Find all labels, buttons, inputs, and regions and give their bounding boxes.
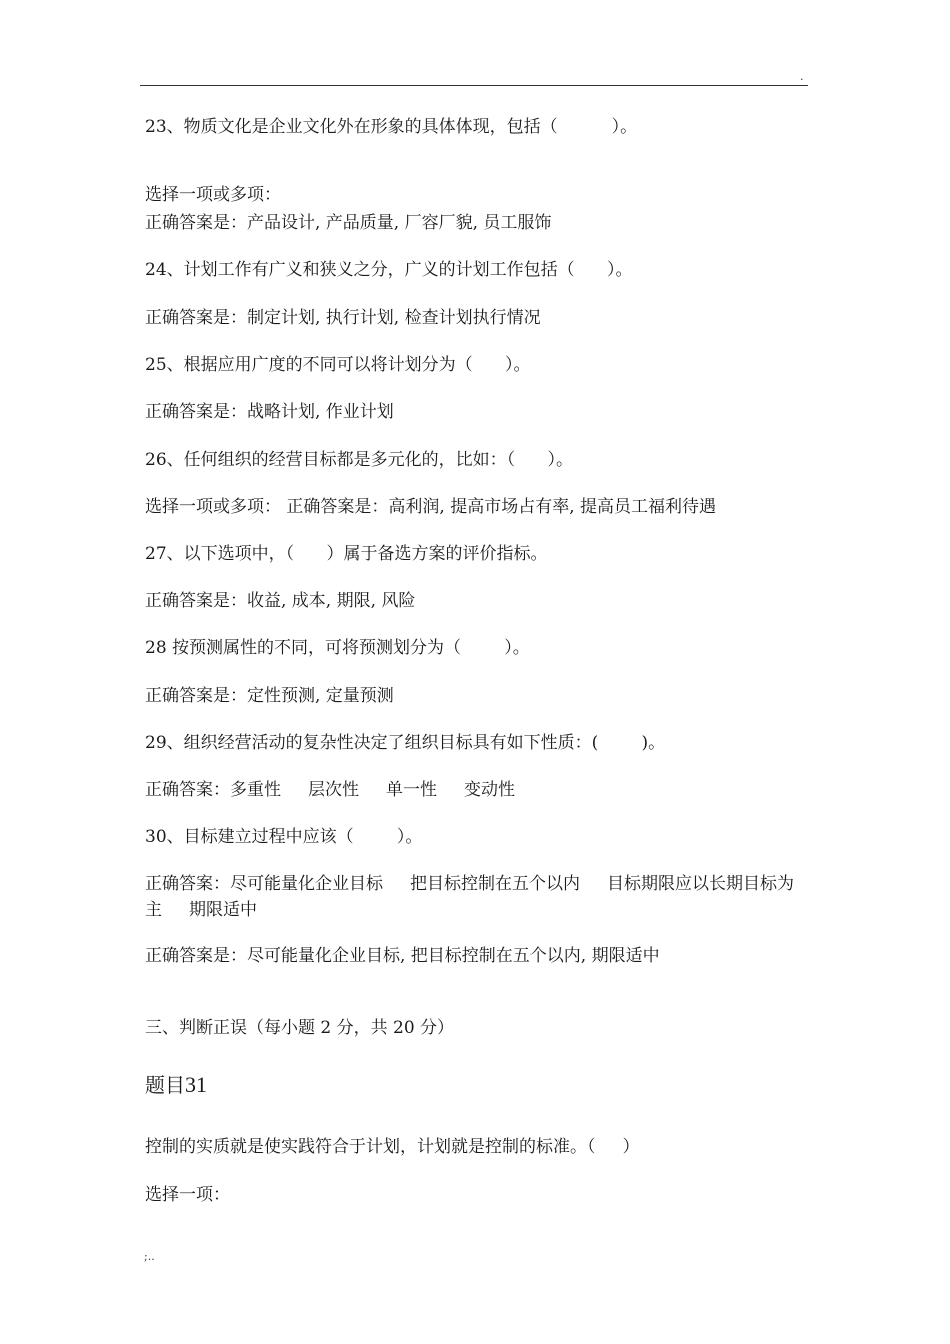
answer-28: 正确答案是：定性预测, 定量预测 [145,686,394,706]
select-hint: 选择一项或多项： [145,185,281,205]
header-mark: . [800,70,804,83]
footer-mark: ;.. [144,1250,155,1263]
question-30: 30、目标建立过程中应该（ ）。 [145,827,423,847]
question-24: 24、计划工作有广义和狭义之分，广义的计划工作包括（ ）。 [145,260,633,280]
answer-26: 选择一项或多项： 正确答案是：高利润, 提高市场占有率, 提高员工福利待遇 [145,497,717,517]
answer-27: 正确答案是：收益, 成本, 期限, 风险 [145,591,416,611]
question-31-text: 控制的实质就是使实践符合于计划，计划就是控制的标准。（ ） [145,1137,640,1157]
question-31-number: 31 [185,1072,207,1097]
question-27: 27、以下选项中，（ ）属于备选方案的评价指标。 [145,544,548,564]
header-rule [140,85,808,86]
answer-29: 正确答案：多重性 层次性 单一性 变动性 [145,780,516,800]
question-28: 28 按预测属性的不同，可将预测划分为（ ）。 [145,638,530,658]
answer-24: 正确答案是：制定计划, 执行计划, 检查计划执行情况 [145,308,541,328]
section-heading: 三、判断正误（每小题 2 分，共 20 分） [145,1018,455,1038]
question-31-label: 题目 [145,1073,185,1097]
answer-25: 正确答案是：战略计划, 作业计划 [145,402,394,422]
question-23: 23、物质文化是企业文化外在形象的具体体现，包括（ ）。 [145,117,638,137]
answer-23: 正确答案是：产品设计, 产品质量, 厂容厂貌, 员工服饰 [145,213,552,233]
select-one-hint: 选择一项： [145,1185,230,1205]
question-31-title [145,1072,805,1098]
answer-30: 正确答案是：尽可能量化企业目标, 把目标控制在五个以内, 期限适中 [145,946,660,966]
question-29: 29、组织经营活动的复杂性决定了组织目标具有如下性质：( )。 [145,733,666,753]
question-26: 26、任何组织的经营目标都是多元化的，比如：（ ）。 [145,450,574,470]
answer-30-options: 正确答案：尽可能量化企业目标 把目标控制在五个以内 目标期限应以长期目标为主 期限适中 [145,874,795,920]
question-25: 25、根据应用广度的不同可以将计划分为（ ）。 [145,355,531,375]
